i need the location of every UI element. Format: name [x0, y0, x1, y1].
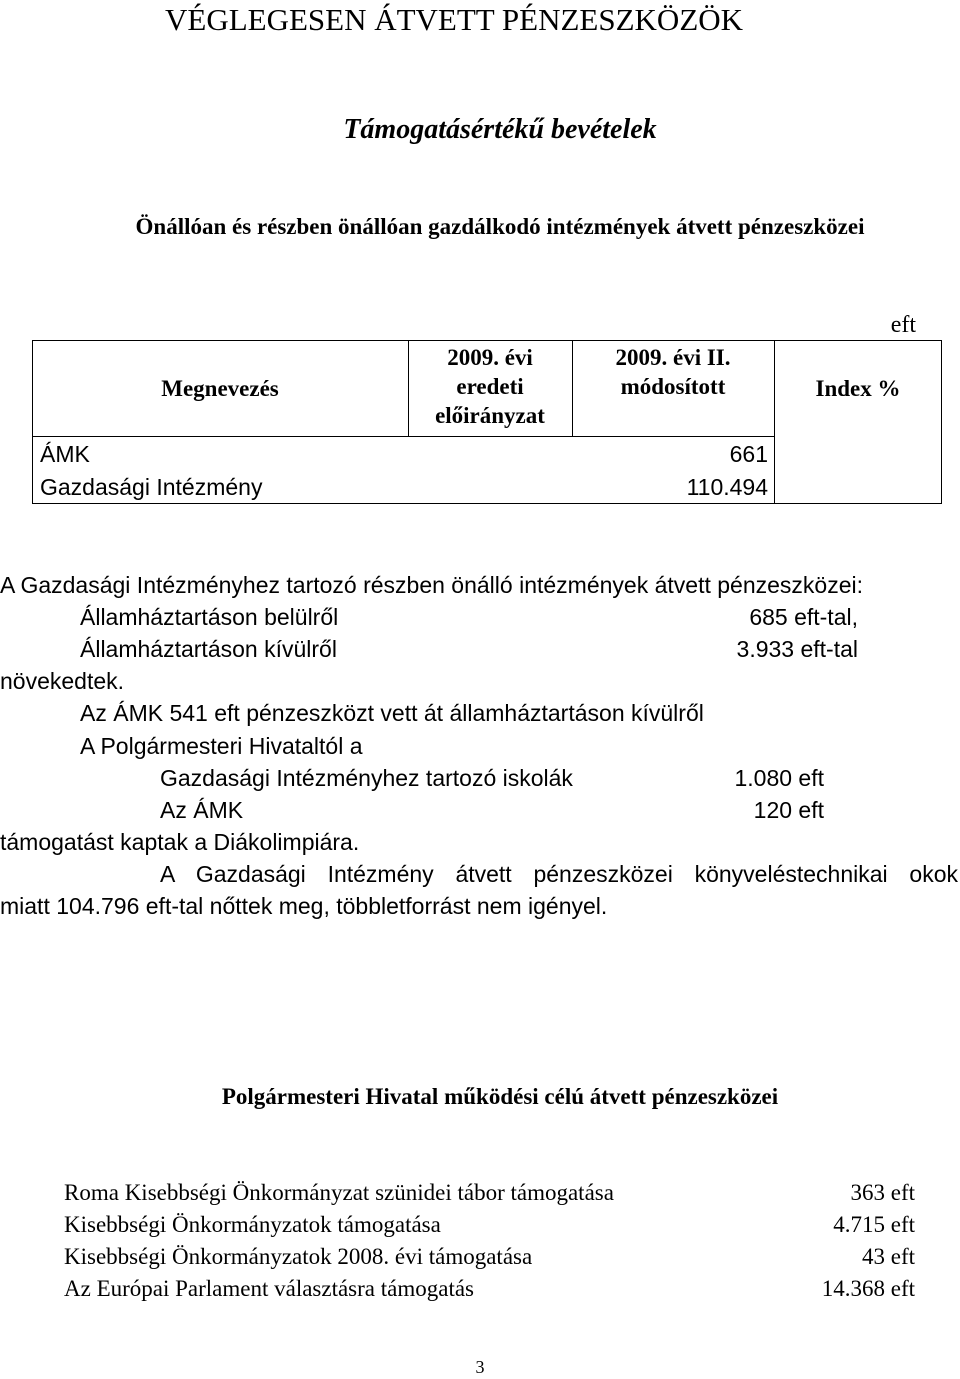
table-row-modified: 110.494 [686, 474, 768, 500]
header-original-line: 2009. évi [447, 345, 533, 370]
list-item-value: 14.368 eft [821, 1276, 915, 1301]
header-name: Megnevezés [161, 376, 279, 401]
accounting-line: A Gazdasági Intézmény átvett pénzeszközei könyveléstechnikai okok [160, 861, 958, 887]
table-row-modified: 661 [729, 441, 768, 467]
section-heading: Önállóan és részben önállóan gazdálkodó intézmények átvett pénzeszközei [135, 214, 865, 239]
accounting-line: miatt 104.796 eft-tal nőttek meg, többletforrást nem igényel. [0, 893, 608, 919]
inside-value: 685 eft-tal, [749, 604, 858, 630]
support-line: támogatást kaptak a Diákolimpiára. [0, 829, 360, 855]
list-item-value: 363 eft [850, 1180, 915, 1205]
header-original-line: előirányzat [435, 403, 545, 428]
inside-label: Államháztartáson belülről [80, 604, 339, 630]
list-item-label: Az Európai Parlament választásra támogatás [64, 1276, 475, 1301]
amk-line: Az ÁMK 541 eft pénzeszközt vett át államháztartáson kívülről [80, 700, 704, 726]
table2-heading: Polgármesteri Hivatal működési célú átvett pénzeszközei [221, 1084, 779, 1109]
table-row-name: Gazdasági Intézmény [40, 474, 263, 500]
list-item-label: Kisebbségi Önkormányzatok támogatása [64, 1212, 441, 1237]
header-modified-line: módosított [620, 374, 726, 399]
amk-value: 120 eft [753, 797, 824, 823]
header-modified [572, 343, 774, 401]
schools-value: 1.080 eft [734, 765, 824, 791]
grew-text: növekedtek. [0, 668, 125, 694]
header-original-line: eredeti [456, 374, 524, 399]
page-title: VÉGLEGESEN ÁTVETT PÉNZESZKÖZÖK [165, 2, 744, 37]
list-item-label: Roma Kisebbségi Önkormányzat szünidei tábor támogatása [64, 1180, 614, 1205]
list-item-value: 43 eft [861, 1244, 915, 1269]
outside-value: 3.933 eft-tal [736, 636, 858, 662]
amk-label: Az ÁMK [160, 797, 244, 823]
page-number: 3 [475, 1357, 485, 1377]
column-divider [774, 340, 775, 504]
header-modified-line: 2009. évi II. [615, 345, 731, 370]
unit-label: eft [890, 312, 916, 338]
schools-label: Gazdasági Intézményhez tartozó iskolák [160, 765, 573, 791]
outside-label: Államháztartáson kívülről [80, 636, 337, 662]
list-item-value: 4.715 eft [833, 1212, 915, 1237]
intro-text: A Gazdasági Intézményhez tartozó részben önálló intézmények átvett pénzeszközei: [0, 572, 863, 598]
list-item-label: Kisebbségi Önkormányzatok 2008. évi támogatása [64, 1244, 533, 1269]
table-row-name: ÁMK [40, 441, 90, 467]
funds-table [32, 340, 942, 504]
mayor-line: A Polgármesteri Hivataltól a [80, 733, 363, 759]
subtitle: Támogatásértékű bevételek [343, 114, 657, 145]
header-index: Index % [815, 376, 901, 401]
header-original [408, 343, 572, 430]
